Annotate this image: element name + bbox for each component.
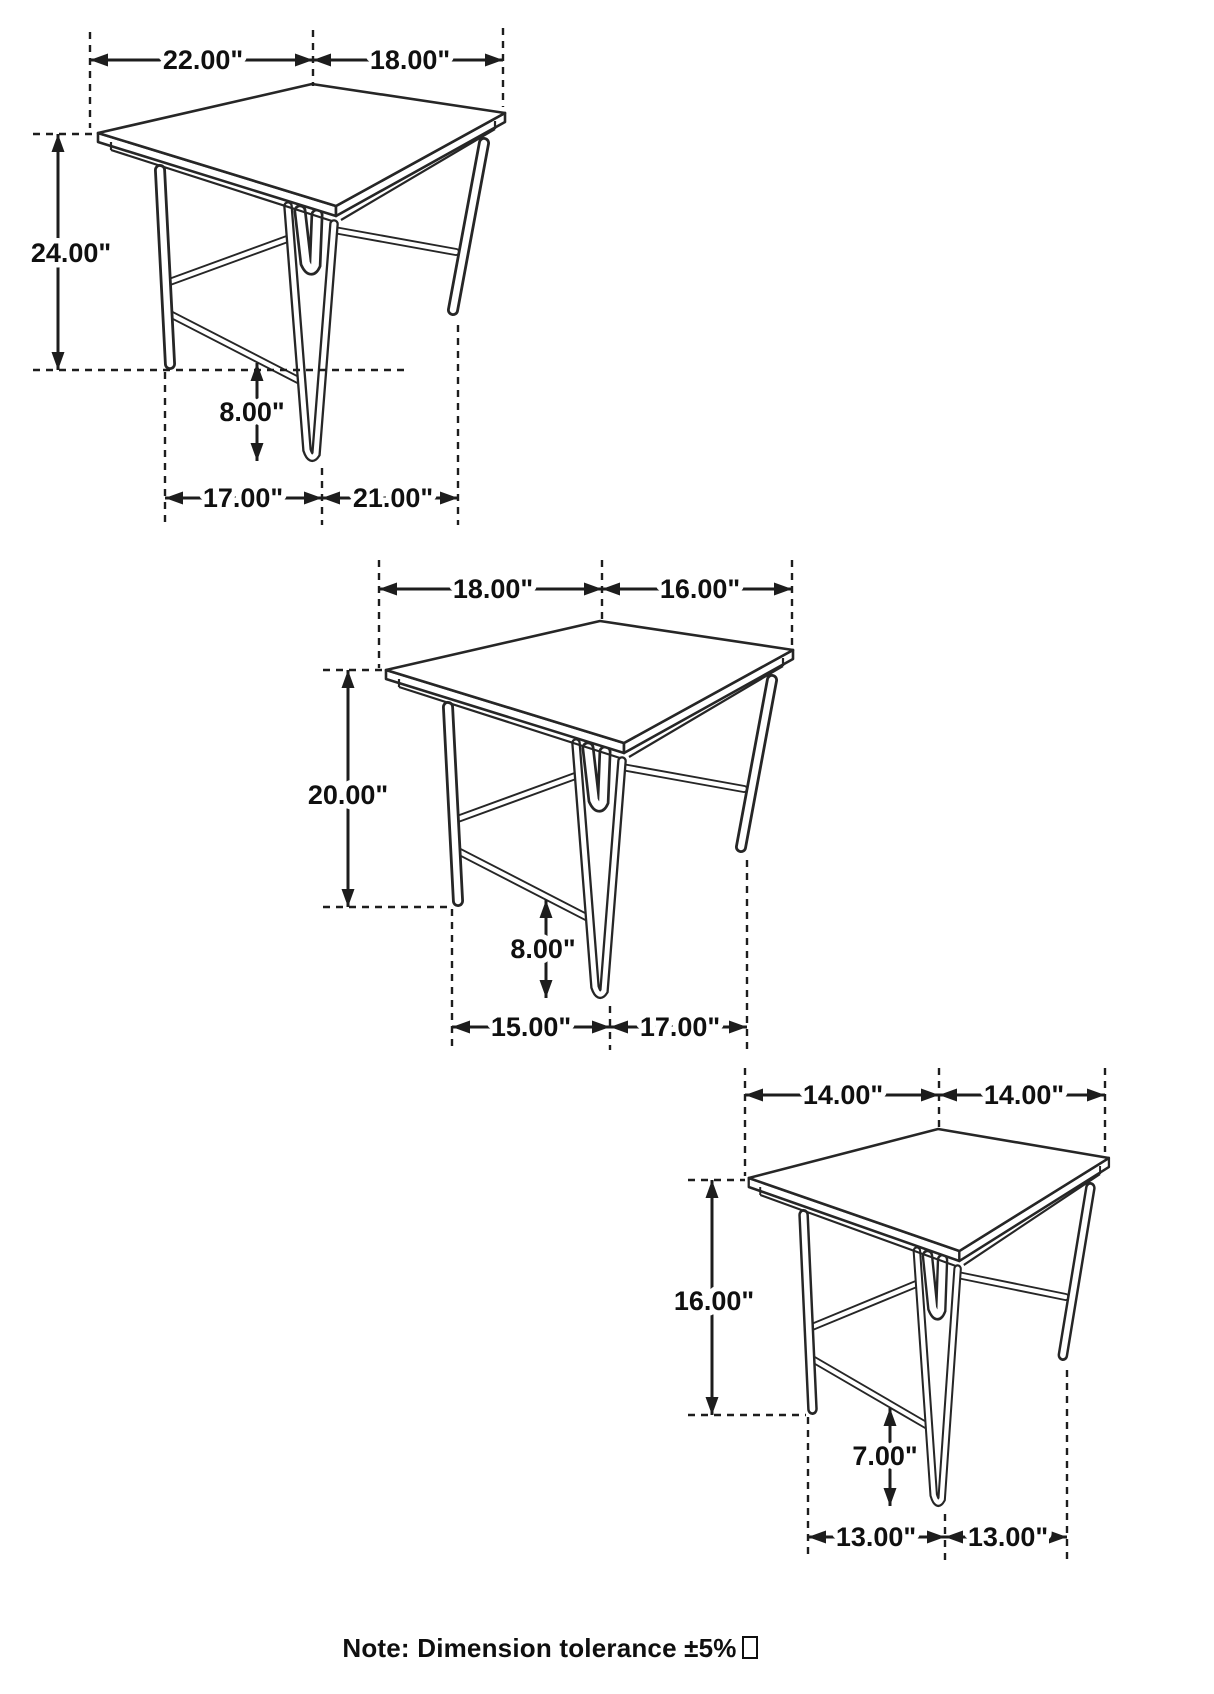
table-2-drawing bbox=[386, 621, 793, 994]
dim-label-shelf-height: 7.00" bbox=[852, 1441, 918, 1471]
dim-label-base-width-right: 21.00" bbox=[352, 483, 434, 513]
dim-label-height: 24.00" bbox=[30, 238, 112, 268]
dim-label-height: 20.00" bbox=[307, 780, 389, 810]
dim-label-top-width-right: 16.00" bbox=[659, 574, 741, 604]
dim-label-shelf-height: 8.00" bbox=[510, 934, 576, 964]
dim-label-base-width-left: 13.00" bbox=[835, 1522, 917, 1552]
dim-label-top-width-left: 22.00" bbox=[162, 45, 244, 75]
table-3-diagram bbox=[674, 1068, 1109, 1560]
dim-label-top-width-right: 18.00" bbox=[369, 45, 451, 75]
dim-label-base-width-left: 17.00" bbox=[202, 483, 284, 513]
dim-label-shelf-height: 8.00" bbox=[219, 397, 285, 427]
table-1-diagram bbox=[31, 28, 505, 525]
dim-label-base-width-right: 13.00" bbox=[967, 1522, 1049, 1552]
dim-label-top-width-left: 18.00" bbox=[452, 574, 534, 604]
table-2-diagram bbox=[308, 560, 793, 1050]
dim-label-height: 16.00" bbox=[673, 1286, 755, 1316]
dim-label-base-width-left: 15.00" bbox=[490, 1012, 572, 1042]
tolerance-note-text: Note: Dimension tolerance ±5% bbox=[342, 1633, 737, 1663]
dim-label-top-width-right: 14.00" bbox=[983, 1080, 1065, 1110]
tolerance-note bbox=[0, 1633, 1100, 1664]
missing-glyph-box bbox=[742, 1636, 758, 1659]
dim-label-top-width-left: 14.00" bbox=[802, 1080, 884, 1110]
dim-label-base-width-right: 17.00" bbox=[639, 1012, 721, 1042]
table-1-drawing bbox=[98, 84, 505, 457]
table-3-drawing bbox=[749, 1129, 1109, 1502]
